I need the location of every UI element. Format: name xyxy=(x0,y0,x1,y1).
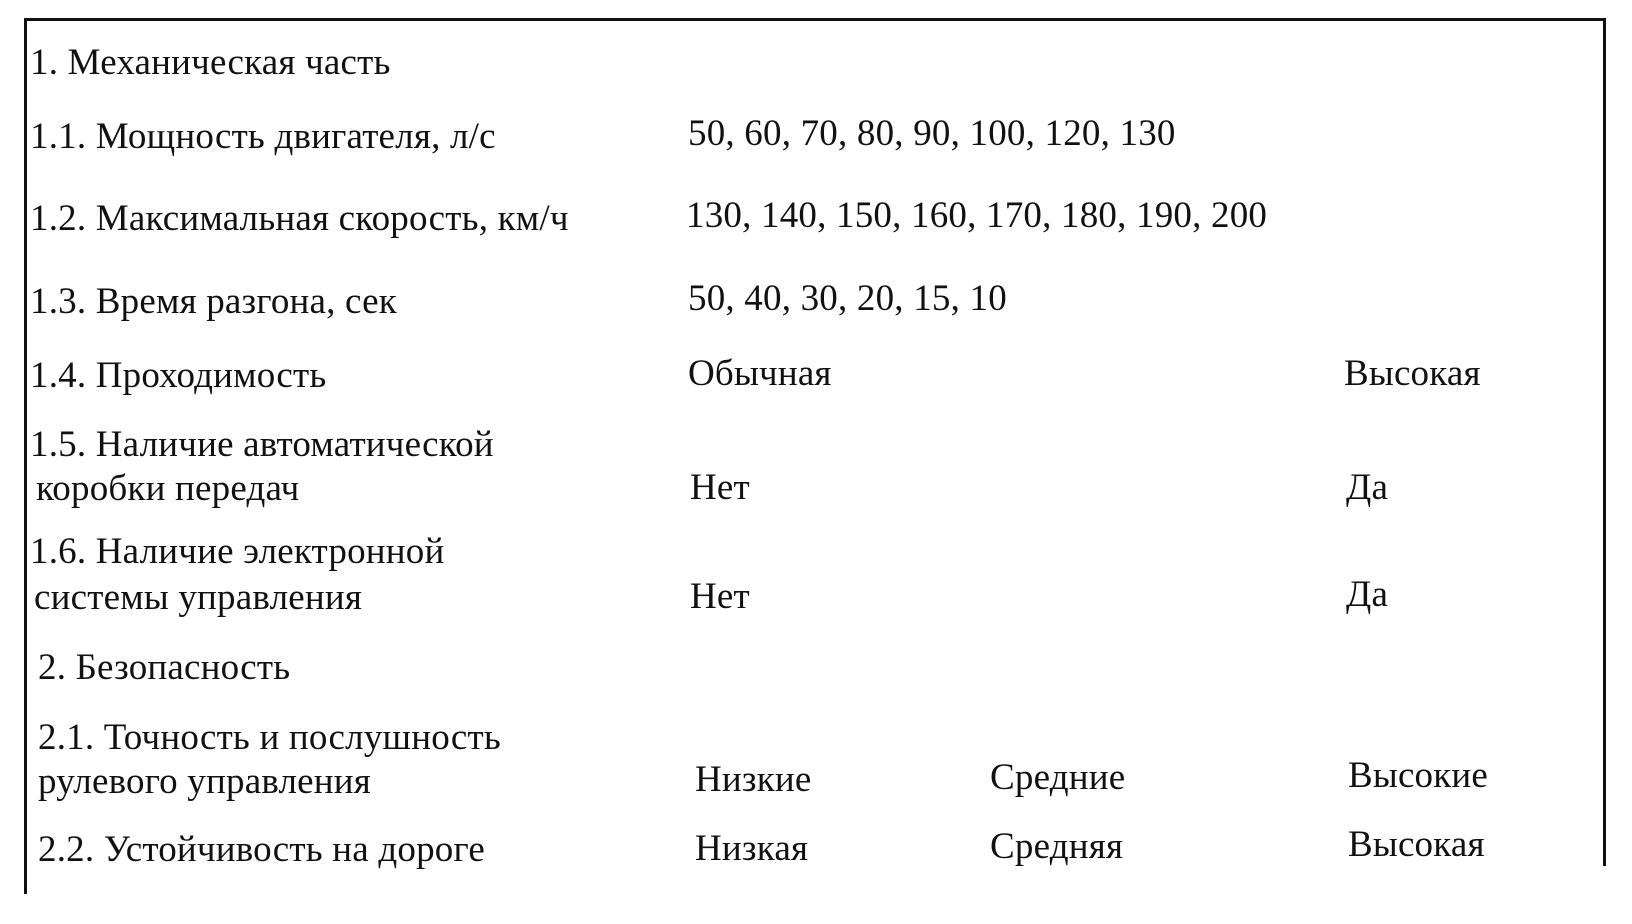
row-low-electronic-system: Нет xyxy=(690,576,750,617)
table-border-left xyxy=(24,18,27,894)
row-label-steering-line2: рулевого управления xyxy=(38,761,372,802)
row-high-auto-gearbox: Да xyxy=(1346,467,1389,508)
row-label-road-stability: 2.2. Устойчивость на дороге xyxy=(38,829,485,870)
section-heading-safety: 2. Безопасность xyxy=(38,647,291,688)
row-label-auto-gearbox-line2: коробки передач xyxy=(36,468,300,509)
row-label-steering-line1: 2.1. Точность и послушность xyxy=(38,717,501,758)
table-border-top xyxy=(24,18,1606,21)
row-high-electronic-system: Да xyxy=(1346,574,1389,615)
row-values-engine-power: 50, 60, 70, 80, 90, 100, 120, 130 xyxy=(688,113,1176,154)
row-label-engine-power: 1.1. Мощность двигателя, л/с xyxy=(30,116,496,157)
row-low-passability: Обычная xyxy=(688,353,832,394)
row-high-road-stability: Высокая xyxy=(1348,824,1485,865)
row-low-road-stability: Низкая xyxy=(695,828,809,869)
row-values-max-speed: 130, 140, 150, 160, 170, 180, 190, 200 xyxy=(686,195,1268,236)
row-label-acceleration-time: 1.3. Время разгона, сек xyxy=(30,281,397,322)
row-label-auto-gearbox-line1: 1.5. Наличие автоматической xyxy=(30,424,494,465)
row-label-max-speed: 1.2. Максимальная скорость, км/ч xyxy=(30,198,569,239)
row-high-passability: Высокая xyxy=(1344,353,1481,394)
table-border-right xyxy=(1603,18,1606,866)
row-mid-steering: Средние xyxy=(990,757,1126,798)
row-label-passability: 1.4. Проходимость xyxy=(30,355,327,396)
row-low-steering: Низкие xyxy=(695,759,812,800)
row-label-electronic-system-line2: системы управления xyxy=(34,577,363,618)
row-label-electronic-system-line1: 1.6. Наличие электронной xyxy=(30,531,445,572)
row-low-auto-gearbox: Нет xyxy=(690,467,750,508)
section-heading-mechanical: 1. Механическая часть xyxy=(30,42,391,83)
row-mid-road-stability: Средняя xyxy=(990,826,1124,867)
row-high-steering: Высокие xyxy=(1348,755,1489,796)
row-values-acceleration-time: 50, 40, 30, 20, 15, 10 xyxy=(688,278,1007,319)
